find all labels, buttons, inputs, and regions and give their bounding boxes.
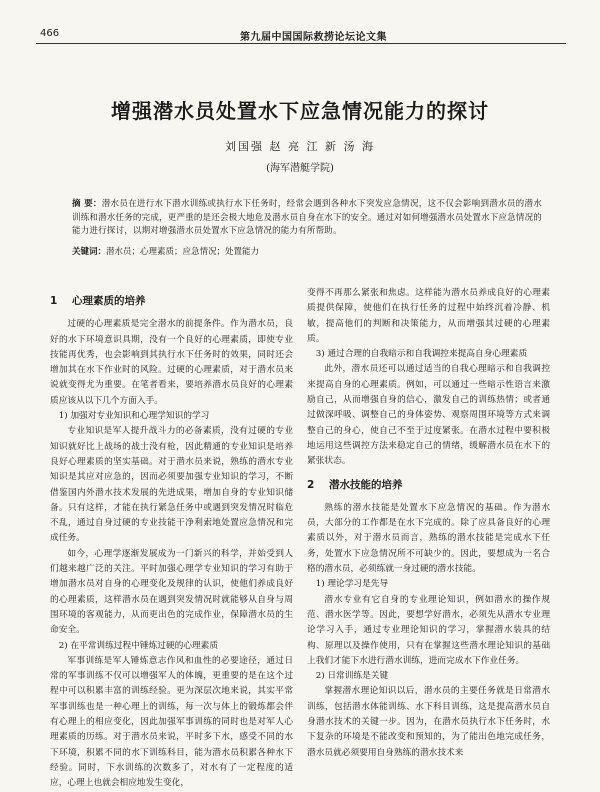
subsection-heading: 2) 日常训练是关键 <box>315 671 389 682</box>
paragraph: 掌握潜水理论知识以后，潜水员的主要任务就是日常潜水训练，包括潜水体能训练、水下科目训练，这是提高潜水员自身潜水技术的关键一步。因为，在潜水员执行水下任务时，水下复杂的环境是不能改变和预知的，为了能出色地完成任务，潜水员就必须要用自身熟练的潜水技术来 <box>307 686 550 758</box>
paragraph: 过硬的心理素质是完全潜水的前提条件。作为潜水员，良好的水下环境意识具期，没有一个良好的心理素质，即使专业技能再优秀，也会影响到其执行水下任务时的效果，同时还会增加其在水下作业时的风险。过硬的心理素质，对于潜水员来说就变得尤为重要。在笔者看来，要培养潜水员良好的心理素质应该从以下几个方面入手。 <box>50 319 293 406</box>
section-number: 2 <box>307 478 315 491</box>
running-header: 第九届中国国际救捞论坛论文集 <box>240 32 387 43</box>
paragraph: 此外，潜水员还可以通过适当的自我心理暗示和自我调控来提高自身的心理素质。例如，可以通过一些暗示性语言来激励自己，从而增强自身的信心，激发自己的训练热情；或者通过做深呼吸、调整自己的身体姿势、观察周围环境等方式来调整自己的身心，使自己不至于过度紧张。在潜水过程中要积极地运用这些调控方法来稳定自己的情绪，缓解潜水员在水下的紧张状态。 <box>307 364 550 467</box>
authors: 刘国强 赵 亮 江 新 汤 海 <box>225 140 375 153</box>
paragraph: 军事训练是军人锤炼意志作风和血性的必要途径，通过日常的军事训练不仅可以增强军人的体魄，更重要的是在这个过程中可以积累丰富的训练经验。更为深层次地来说，其实平常军事训练也是一种心理上的训练，每一次与体上的锻炼都会伴有心理上的相应变化，因此加强军事训练的同时也是对军人心理素质的历练。对于潜水员来说，平时多下水，感受不同的水下环境，积累不同的水下训练科目，能为潜水员积累各种水下经验。同时，下水训练的次数多了，对水有了一定程度的适应，心理上也就会相应地发生变化， <box>50 655 293 789</box>
subsection-heading: 1) 加强对专业知识和心理学知识的学习 <box>58 411 210 422</box>
abstract-text: 潜水员在进行水下潜水训练或执行水下任务时，经常会遇到各种水下突发应急情况，这不仅会影响到潜水员的潜水训练和潜水任务的完成，更严重的是还会极大地危及潜水员自身在水下的安全。通过对如何增强潜水员处置水下应急情况的能力进行探讨，以期对增强潜水员处置水下应急情况的能力有所帮助。 <box>72 199 542 236</box>
paragraph: 专业知识是军人提升战斗力的必备素质，没有过硬的专业知识就好比上战场的战士没有枪，因此精通的专业知识是培养良好心理素质的坚实基础。对于潜水员来说，熟练的潜水专业知识是其应对应急的，因而必须要加强专业知识的学习，不断借鉴国内外潜水技术发展的先进成果，增加自身的专业知识储备。只有这样，才能在执行紧急任务中或遇到突发情况时临危不乱，通过自身过硬的专业技能干净利索地处置应急情况和完成任务。 <box>50 426 293 544</box>
subsection-heading: 2) 在平常训练过程中锤炼过硬的心理素质 <box>58 640 219 651</box>
paper-title: 增强潜水员处置水下应急情况能力的探讨 <box>111 99 489 123</box>
header-rule <box>36 43 566 44</box>
subsection-heading: 3) 通过合理的自我暗示和自我调控来提高自身心理素质 <box>315 349 528 360</box>
section-title: 潜水技能的培养 <box>329 478 403 491</box>
keywords <box>72 246 542 260</box>
left-column <box>50 286 293 792</box>
section-number: 1 <box>50 295 58 307</box>
keywords-label: 关键词： <box>72 247 107 257</box>
abstract <box>72 198 542 239</box>
page-number: 466 <box>40 28 60 39</box>
section-heading <box>50 294 293 309</box>
keywords-text: 潜水员；心理素质；应急情况；处置能力 <box>106 247 260 257</box>
paragraph: 潜水专业有它自身的专业理论知识，例如潜水的操作规范、潜水医学等。因此，要想学好潜水，必须先从潜水专业理论学习入手，通过专业理论知识的学习，掌握潜水装具的结构、原理以及操作使用，只有在掌握这些潜水理论知识的基础上我们才能下水进行潜水训练，进而完成水下作业任务。 <box>307 594 550 666</box>
abstract-label: 摘 要： <box>72 199 102 209</box>
paragraph-continued: 变得不再那么紧张和焦虑。这样能为潜水员养成良好的心理素质提供保障，使他们在执行任务的过程中始终沉着冷静、机敏，提高他们的判断和决策能力，从而增强其过硬的心理素质。 <box>307 288 550 344</box>
right-column <box>307 286 550 761</box>
paragraph: 如今，心理学逐渐发展成为一门新兴的科学，并始受到人们越来越广泛的关注。平时加强心理学专业知识的学习有助于增加潜水员对自身的心理变化及规律的认识，使他们养成良好的心理素质，这样潜水员在遇到突发情况时就能够从自身与周围环境的客观能力，从而更出色的完成作业，保障潜水员的生命安全。 <box>50 548 293 636</box>
section-title: 心理素质的培养 <box>72 295 146 307</box>
section-heading <box>307 478 550 493</box>
subsection-heading: 1) 理论学习是先导 <box>315 579 389 590</box>
paragraph: 熟练的潜水技能是处置水下应急情况的基础。作为潜水员，大部分的工作都是在水下完成的。除了应具备良好的心理素质以外，对于潜水员而言，熟练的潜水技能是完成水下任务，处置水下应急情况所不可缺少的。因此，要想成为一名合格的潜水员，必须练就一身过硬的潜水技能。 <box>307 502 550 575</box>
affiliation: (海军潜艇学院) <box>266 163 334 174</box>
